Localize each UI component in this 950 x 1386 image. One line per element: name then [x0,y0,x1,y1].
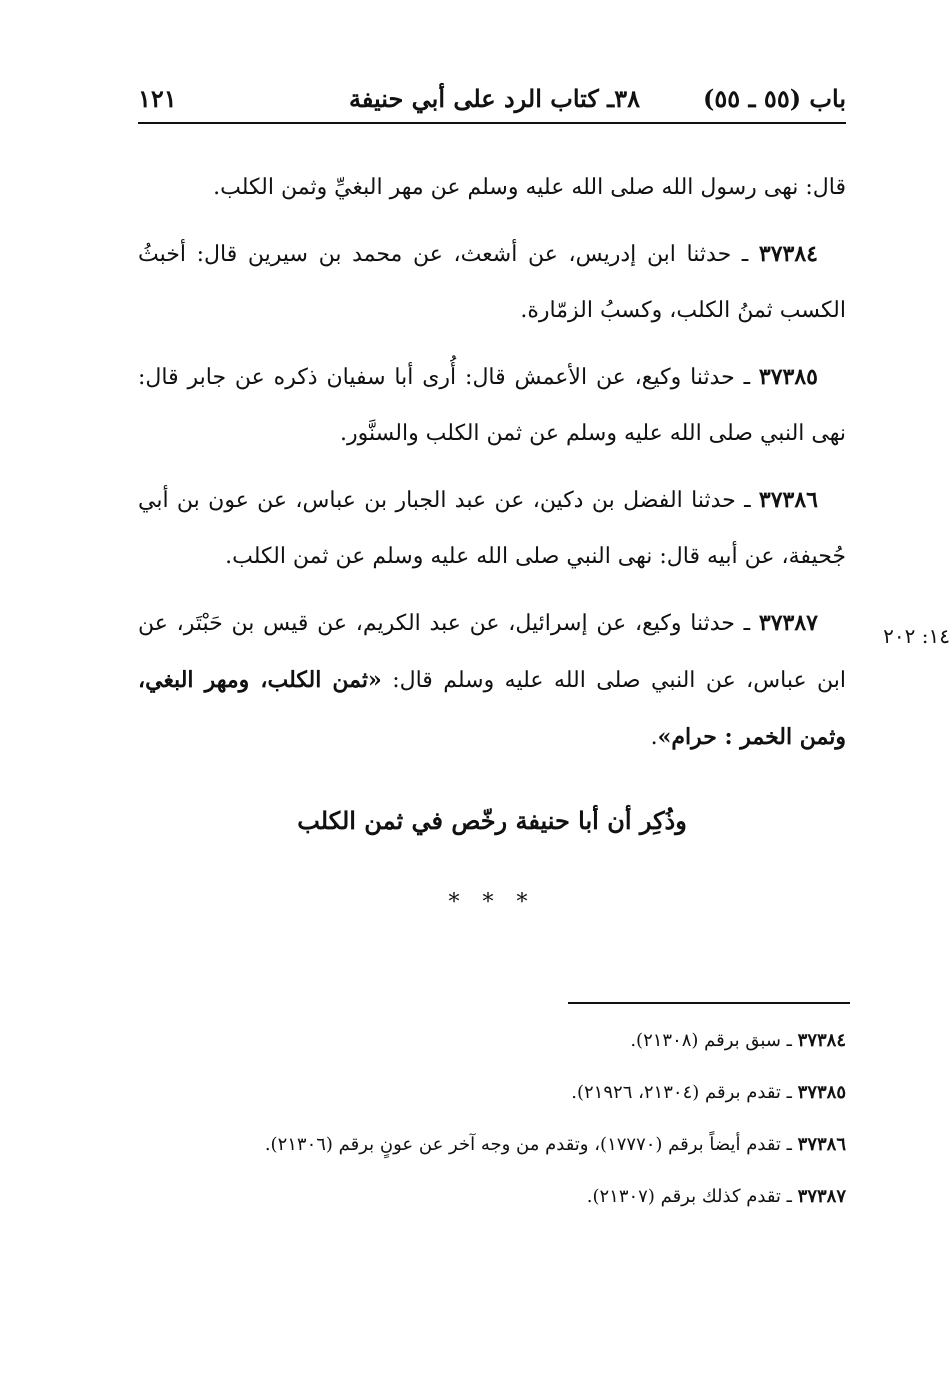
footnote-number: ٣٧٣٨٥ [797,1082,846,1103]
hadith-number: ٣٧٣٨٧ [758,610,818,636]
footnote [138,1076,846,1110]
footnote-text: ـ تقدم برقم (٢١٣٠٤، ٢١٩٢٦). [571,1082,798,1103]
hadith-37384 [138,226,846,339]
footnote [138,1128,846,1162]
chapter-reference: باب (٥٥ ـ ٥٥) [703,84,846,113]
hadith-tail: . [650,725,658,750]
running-header [138,78,846,124]
footnote-number: ٣٧٣٨٧ [797,1186,846,1207]
footnote-number: ٣٧٣٨٦ [797,1134,846,1155]
footnote [138,1024,846,1058]
hadith-quote: «ثمن الكلب، ومهر البغي، وثمن الخمر : حرام» [138,667,846,750]
footnote-divider [568,1002,850,1004]
footnote-text: ـ تقدم كذلك برقم (٢١٣٠٧). [586,1186,798,1207]
section-separator: * * * [448,890,536,915]
page-number: ١٢١ [138,84,177,113]
hadith-37385 [138,349,846,462]
hadith-number: ٣٧٣٨٦ [758,487,818,513]
footnote-text: ـ تقدم أيضاً برقم (١٧٧٧٠)، وتقدم من وجه آخر عن عونٍ برقم (٢١٣٠٦). [264,1134,798,1155]
main-text [138,160,846,776]
footnote-text: ـ سبق برقم (٢١٣٠٨). [630,1030,798,1051]
hadith-number: ٣٧٣٨٥ [758,364,818,390]
paragraph-text: قال: نهى رسول الله صلى الله عليه وسلم عن مهر البغيِّ وثمن الكلب. [213,175,846,200]
hadith-37386 [138,472,846,585]
hadith-37387 [138,595,846,766]
footnote-number: ٣٧٣٨٤ [797,1030,846,1051]
hadith-text: ـ حدثنا ابن إدريس، عن أشعث، عن محمد بن سيرين قال: أخبثُ الكسب ثمنُ الكلب، وكسبُ الزمّارة. [138,242,846,323]
footnotes [138,1024,846,1232]
hadith-text: ـ حدثنا الفضل بن دكين، عن عبد الجبار بن عباس، عن عون بن أبي جُحيفة، عن أبيه قال: نهى النبي صلى الله عليه وسلم عن ثمن الكلب. [138,488,846,569]
hadith-number: ٣٧٣٨٤ [758,241,818,267]
footnote [138,1180,846,1214]
book-title: ٣٨ـ كتاب الرد على أبي حنيفة [348,84,640,113]
hadith-text: ـ حدثنا وكيع، عن إسرائيل، عن عبد الكريم، عن قيس بن حَبْتَر، عن ابن عباس، عن النبي صلى الله عليه وسلم قال: [138,611,846,693]
hadith-text: ـ حدثنا وكيع، عن الأعمش قال: أُرى أبا سفيان ذكره عن جابر قال: نهى النبي صلى الله عليه وسلم عن ثمن الكلب والسنَّور. [138,365,846,446]
margin-reference: ١٤: ٢٠٢ [883,624,950,648]
section-title: وذُكِر أن أبا حنيفة رخّص في ثمن الكلب [297,806,687,835]
paragraph-continuation [138,160,846,216]
